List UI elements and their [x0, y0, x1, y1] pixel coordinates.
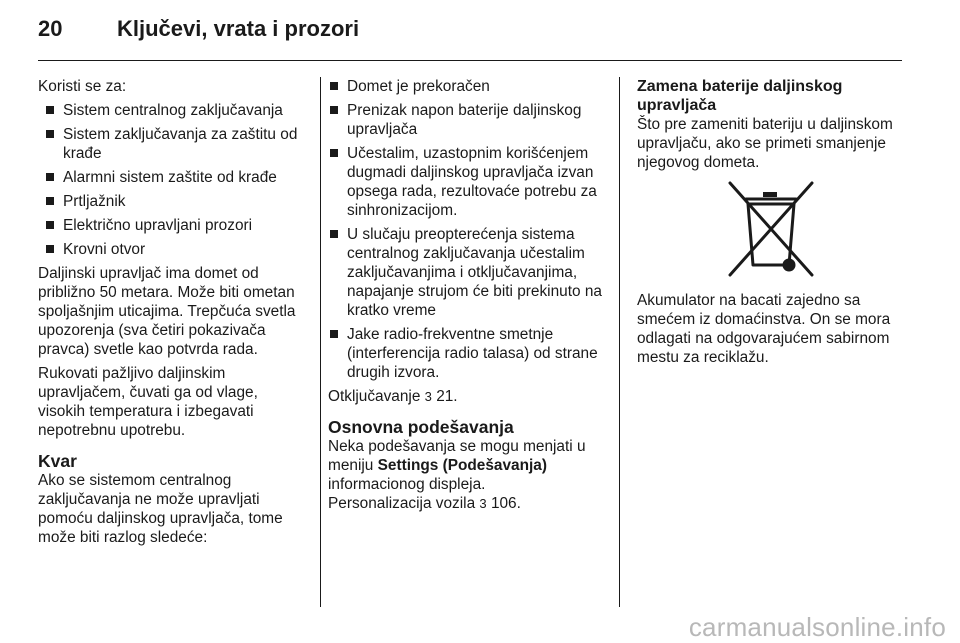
reference-arrow-icon: 3 — [479, 496, 487, 511]
unlock-reference-page[interactable]: 21. — [436, 388, 458, 405]
watermark: carmanualsonline.info — [688, 612, 946, 642]
fault-paragraph: Ako se sistemom centralnog zaključavanja ne može upravljati pomoću daljinskog upravljača, tome može biti razlog sledeće: — [38, 472, 283, 546]
battery-heading: Zamena baterije daljinskog upravljača — [637, 78, 843, 114]
column-3 — [637, 77, 905, 372]
basic-settings-text: Neka podešavanja se mogu menjati u meniju — [328, 438, 586, 474]
list-item: Prenizak napon baterije daljinskog upravljača — [328, 101, 606, 139]
list-item: Učestalim, uzastopnim korišćenjem dugmadi daljinskog upravljača izvan opsega rada, rezultovaće potrebu za sinhronizacijom. — [328, 144, 606, 220]
care-paragraph: Rukovati pažljivo daljinskim upravljačem, čuvati ga od vlage, visokih temperatura i izbegavati nepotrebnu upotrebu. — [38, 365, 258, 439]
list-item: Krovni otvor — [44, 240, 308, 259]
list-item: Prtljažnik — [44, 192, 308, 211]
list-item: Sistem centralnog zaključavanja — [44, 101, 308, 120]
basic-settings-text-end: informacionog displeja. — [328, 476, 486, 493]
basic-settings-paragraph — [328, 437, 606, 494]
basic-settings-heading: Osnovna podešavanja — [328, 417, 514, 437]
column-divider-1 — [320, 77, 321, 607]
fault-heading: Kvar — [38, 451, 77, 471]
causes-list — [328, 77, 606, 382]
unlock-reference — [328, 387, 606, 406]
column-1 — [38, 77, 308, 552]
list-item: Sistem zaključavanja za zaštitu od krađe — [44, 125, 308, 163]
personalization-reference — [328, 494, 606, 513]
uses-intro: Koristi se za: — [38, 78, 127, 95]
list-item: Jake radio-frekventne smetnje (interferencija radio talasa) od strane drugih izvora. — [328, 325, 606, 382]
reference-arrow-icon: 3 — [424, 389, 432, 404]
column-2 — [328, 77, 606, 518]
page-number: 20 — [38, 16, 63, 41]
crossed-out-wheelie-bin-icon — [716, 177, 826, 281]
list-item: Domet je prekoračen — [328, 77, 606, 96]
personalization-label: Personalizacija vozila — [328, 495, 476, 512]
range-paragraph: Daljinski upravljač ima domet od približno 50 metara. Može biti ometan spoljašnjim uticajima. Trepčuća svetla upozorenja (sva četiri pokazivača pravca) svetle kao potvrda rada. — [38, 265, 296, 358]
list-item: U slučaju preopterećenja sistema centralnog zaključavanja učestalim zaključavanjima i otključavanjima, napajanje strujom će biti prekinuto na kratko vreme — [328, 225, 606, 320]
list-item: Električno upravljani prozori — [44, 216, 308, 235]
disposal-symbol — [637, 177, 905, 281]
column-divider-2 — [619, 77, 620, 607]
recycle-paragraph: Akumulator na bacati zajedno sa smećem iz domaćinstva. On se mora odlagati na odgovarajućem sabirnom mestu za reciklažu. — [637, 292, 891, 366]
unlock-reference-label: Otključavanje — [328, 388, 421, 405]
list-item: Alarmni sistem zaštite od krađe — [44, 168, 308, 187]
header-divider — [38, 60, 902, 61]
personalization-page[interactable]: 106. — [490, 495, 521, 512]
page-title: Ključevi, vrata i prozori — [117, 16, 360, 41]
battery-paragraph: Što pre zameniti bateriju u daljinskom upravljaču, ako se primeti smanjenje njegovog dometa. — [637, 116, 893, 171]
uses-list — [44, 101, 308, 259]
settings-menu-name: Settings (Podešavanja) — [377, 457, 547, 474]
